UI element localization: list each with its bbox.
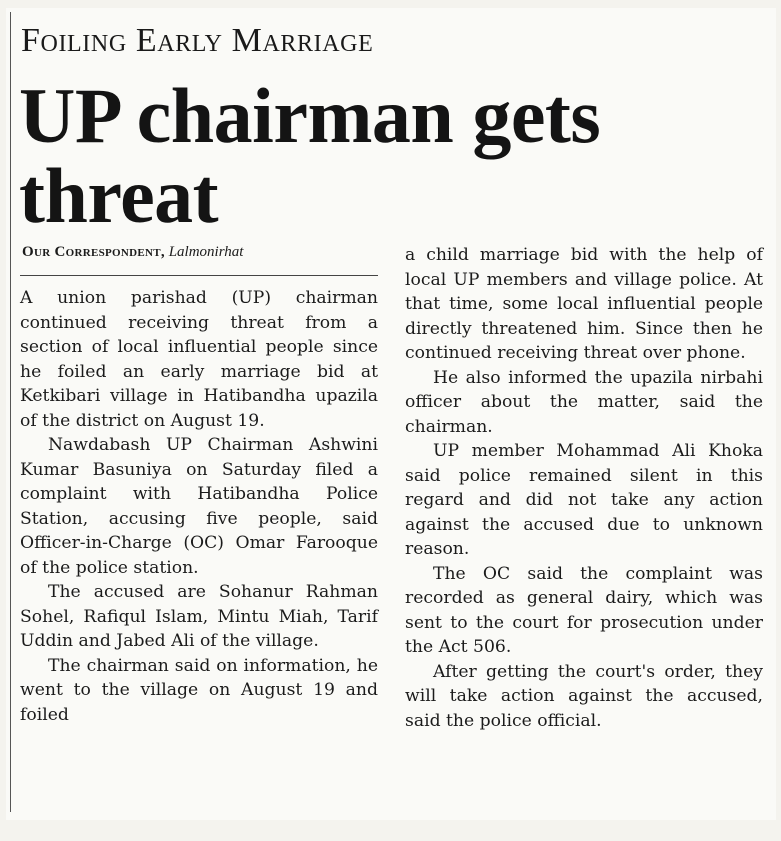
column-border-rule bbox=[10, 12, 11, 812]
article-paragraph: He also informed the upazila nirbahi officer about the matter, said the chairman. bbox=[405, 367, 763, 437]
byline-author: Our Correspondent, bbox=[22, 244, 165, 260]
article-paragraph: The accused are Sohanur Rahman Sohel, Rafiqul Islam, Mintu Miah, Tarif Uddin and Jabed Ali of the village. bbox=[20, 582, 378, 651]
article-paragraph: a child marriage bid with the help of local UP members and village police. At that time, some local influential people directly threatened him. Since then he continued receiving threat over phone. bbox=[405, 245, 763, 363]
article-headline: UP chairman gets threat bbox=[19, 72, 601, 239]
article-column-right bbox=[405, 243, 763, 733]
byline-divider bbox=[20, 275, 378, 276]
article-kicker: Foiling Early Marriage bbox=[21, 22, 374, 59]
article-paragraph: UP member Mohammad Ali Khoka said police remained silent in this regard and did not take any action against the accused due to unknown reason. bbox=[405, 441, 763, 559]
article-paragraph: The chairman said on information, he went to the village on August 19 and foiled bbox=[20, 655, 378, 725]
article-paragraph: A union parishad (UP) chairman continued receiving threat from a section of local influential people since he foiled an early marriage bid at Ketkibari village in Hatibandha upazila of the district on August 19. bbox=[20, 288, 378, 431]
article-column-left bbox=[20, 286, 378, 727]
byline-location: Lalmonirhat bbox=[168, 244, 244, 260]
article-paragraph: The OC said the complaint was recorded as general dairy, which was sent to the court for prosecution under the Act 506. bbox=[405, 563, 763, 657]
article-byline bbox=[22, 243, 243, 261]
article-paragraph: Nawdabash UP Chairman Ashwini Kumar Basuniya on Saturday filed a complaint with Hatibandha Police Station, accusing five people, said Officer-in-Charge (OC) Omar Farooque of the police station. bbox=[20, 435, 378, 578]
article-paragraph: After getting the court's order, they will take action against the accused, said the police official. bbox=[405, 661, 763, 731]
